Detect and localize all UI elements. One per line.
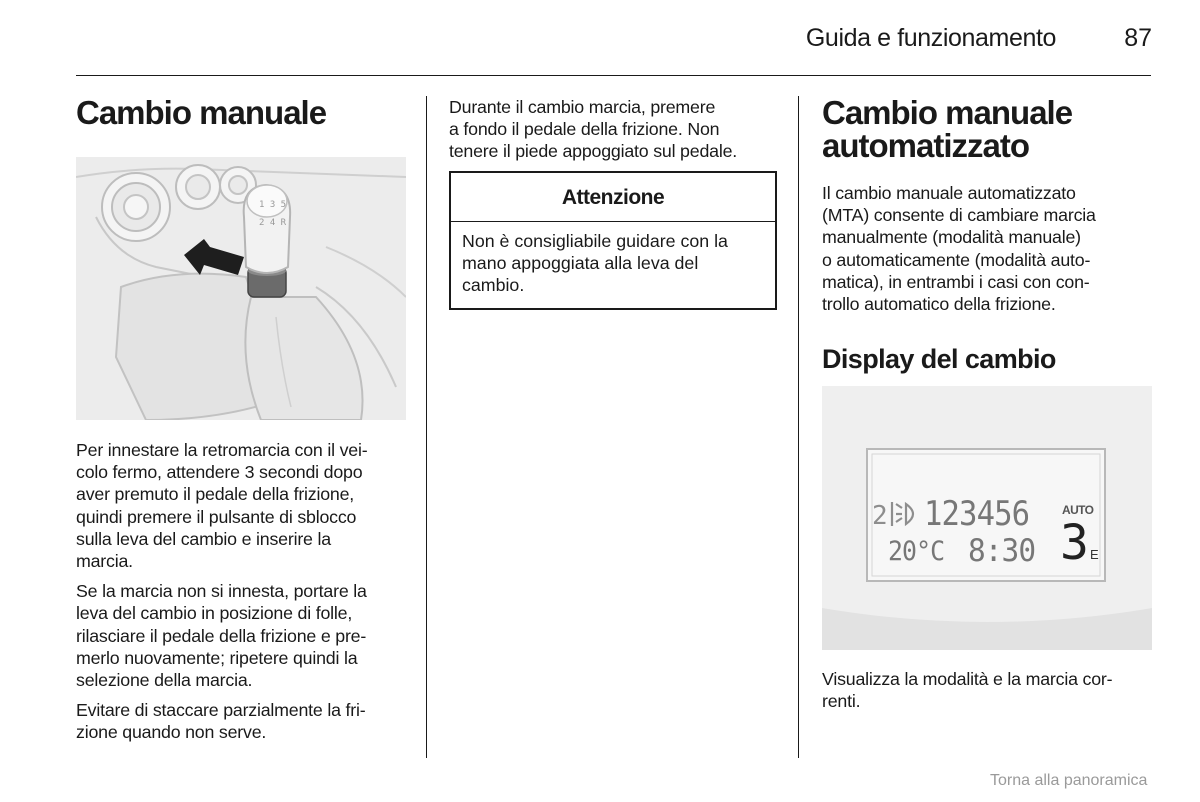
display-temperature: 20°C <box>888 536 945 567</box>
warning-box <box>449 171 777 310</box>
warning-title: Attenzione <box>451 173 775 222</box>
svg-text:2: 2 <box>872 501 888 531</box>
manual-gearbox-text <box>76 439 406 744</box>
reverse-gear-paragraph: Per innestare la retromarcia con il vei- colo fermo, attendere 3 secondi dopo aver premuto il pedale della frizione, quindi premere il pulsante di sblocco sulla leva del cambio e inserire la marcia. <box>76 440 368 572</box>
svg-text:2 4 R: 2 4 R <box>259 218 287 228</box>
column-divider <box>798 96 799 758</box>
display-caption: Visualizza la modalità e la marcia cor- renti. <box>822 669 1113 712</box>
clutch-paragraph: Evitare di staccare parzialmente la fri- zione quando non serve. <box>76 700 366 743</box>
gearbox-display-illustration <box>822 386 1152 650</box>
display-mode-label: AUTO <box>1062 503 1094 517</box>
display-clock: 8:30 <box>968 533 1036 569</box>
page-number: 87 <box>1124 24 1152 52</box>
mta-paragraph: Il cambio manuale automatizzato (MTA) consente di cambiare marcia manualmente (modalità manuale) o automaticamente (modalità auto- matica), in entrambi i casi con con- trollo automatico della frizione. <box>822 183 1096 315</box>
clutch-intro-paragraph: Durante il cambio marcia, premere a fondo il pedale della frizione. Non tenere il piede appoggiato sul pedale. <box>449 97 737 162</box>
back-to-overview-link[interactable]: Torna alla panoramica <box>990 772 1148 789</box>
display-gear-suffix: E <box>1090 547 1099 562</box>
header-rule <box>76 75 1151 76</box>
heading-automated-gearbox: Cambio manuale automatizzato <box>822 94 1073 164</box>
heading-manual-gearbox: Cambio manuale <box>76 94 327 131</box>
display-odometer: 123456 <box>924 494 1030 534</box>
warning-text: Non è consigliabile guidare con la mano appoggiata alla leva del cambio. <box>462 231 728 296</box>
section-title: Guida e funzionamento <box>805 24 1056 52</box>
svg-text:1 3 5: 1 3 5 <box>259 200 287 210</box>
neutral-paragraph: Se la marcia non si innesta, portare la leva del cambio in posizione di folle, rilasciare il pedale della frizione e pre- merlo nuovamente; ripetere quindi la selezione della marcia. <box>76 581 367 691</box>
column-divider <box>426 96 427 758</box>
display-gear: 3 <box>1060 515 1089 571</box>
heading-gearbox-display: Display del cambio <box>822 344 1056 374</box>
gear-lever-illustration <box>76 157 406 420</box>
